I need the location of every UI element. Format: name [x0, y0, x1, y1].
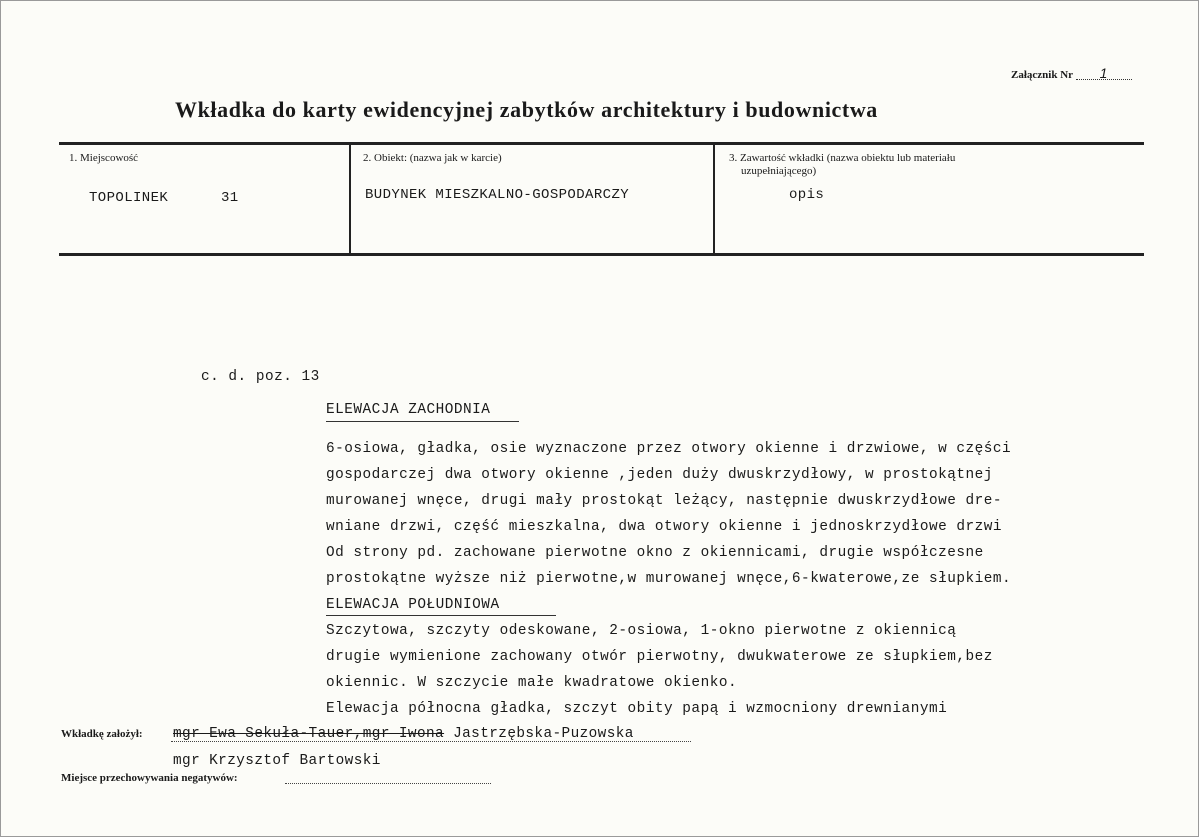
place-value: TOPOLINEK [89, 190, 169, 206]
header-top-rule [59, 142, 1144, 145]
body-line: 6-osiowa, gładka, osie wyznaczone przez otwory okienne i drzwiowe, w części [326, 441, 1012, 457]
section-heading-west-underline [326, 421, 519, 422]
contents-label [729, 152, 955, 178]
contents-value: opis [789, 187, 825, 203]
negatives-storage-label: Miejsce przechowywania negatywów: [61, 772, 238, 784]
negatives-storage-dotted-line [285, 783, 491, 784]
section-heading-south [326, 597, 500, 613]
header-divider-1 [349, 144, 351, 254]
body-line: wniane drzwi, część mieszkalna, dwa otwory okienne i jednoskrzydłowe drzwi [326, 519, 1003, 535]
body-line: Szczytowa, szczyty odeskowane, 2-osiowa, 1-okno pierwotne z okiennicą [326, 623, 957, 639]
object-label: 2. Obiekt: (nazwa jak w karcie) [363, 152, 502, 164]
body-line: gospodarczej dwa otwory okienne ,jeden duży dwuskrzydłowy, w prostokątnej [326, 467, 993, 483]
annex-number [1011, 67, 1132, 81]
body-line: murowanej wnęce, drugi mały prostokąt leżący, następnie dwuskrzydłowe dre- [326, 493, 1003, 509]
contents-label-line2: uzupełniającego) [741, 165, 817, 177]
house-number-value: 31 [221, 190, 239, 206]
author-struck-names: mgr Ewa Sekuła-Tauer,mgr Iwona [173, 726, 445, 742]
author-label: Wkładkę założył: [61, 728, 143, 740]
section-heading-west-text: ELEWACJA ZACHODNIA [326, 402, 491, 418]
body-line: okiennic. W szczycie małe kwadratowe okienko. [326, 675, 738, 691]
position-reference: c. d. poz. 13 [201, 369, 320, 385]
author-name-2: mgr Krzysztof Bartowski [173, 753, 381, 769]
page-title: Wkładka do karty ewidencyjnej zabytków architektury i budownictwa [175, 97, 878, 122]
place-label: 1. Miejscowość [69, 152, 139, 164]
section-heading-south-underline [326, 615, 556, 616]
header-bottom-rule [59, 253, 1144, 256]
body-line: Od strony pd. zachowane pierwotne okno z okiennicami, drugie współczesne [326, 545, 984, 561]
annex-label: Załącznik Nr [1011, 69, 1073, 81]
object-value: BUDYNEK MIESZKALNO-GOSPODARCZY [365, 187, 630, 203]
contents-label-line1: 3. Zawartość wkładki (nazwa obiektu lub materiału [729, 152, 956, 164]
author-names [173, 726, 634, 742]
header-divider-2 [713, 144, 715, 254]
body-line: drugie wymienione zachowany otwór pierwotny, dwukwaterowe ze słupkiem,bez [326, 649, 993, 665]
author-remaining-name: Jastrzębska-Puzowska [444, 726, 634, 742]
body-line: prostokątne wyższe niż pierwotne,w murowanej wnęce,6-kwaterowe,ze słupkiem. [326, 571, 1012, 587]
section-heading-west [326, 402, 490, 418]
body-line: Elewacja północna gładka, szczyt obity papą i wzmocniony drewnianymi [326, 701, 948, 717]
annex-value: 1 [1076, 67, 1132, 80]
section-heading-south-text: ELEWACJA POŁUDNIOWA [326, 597, 500, 613]
